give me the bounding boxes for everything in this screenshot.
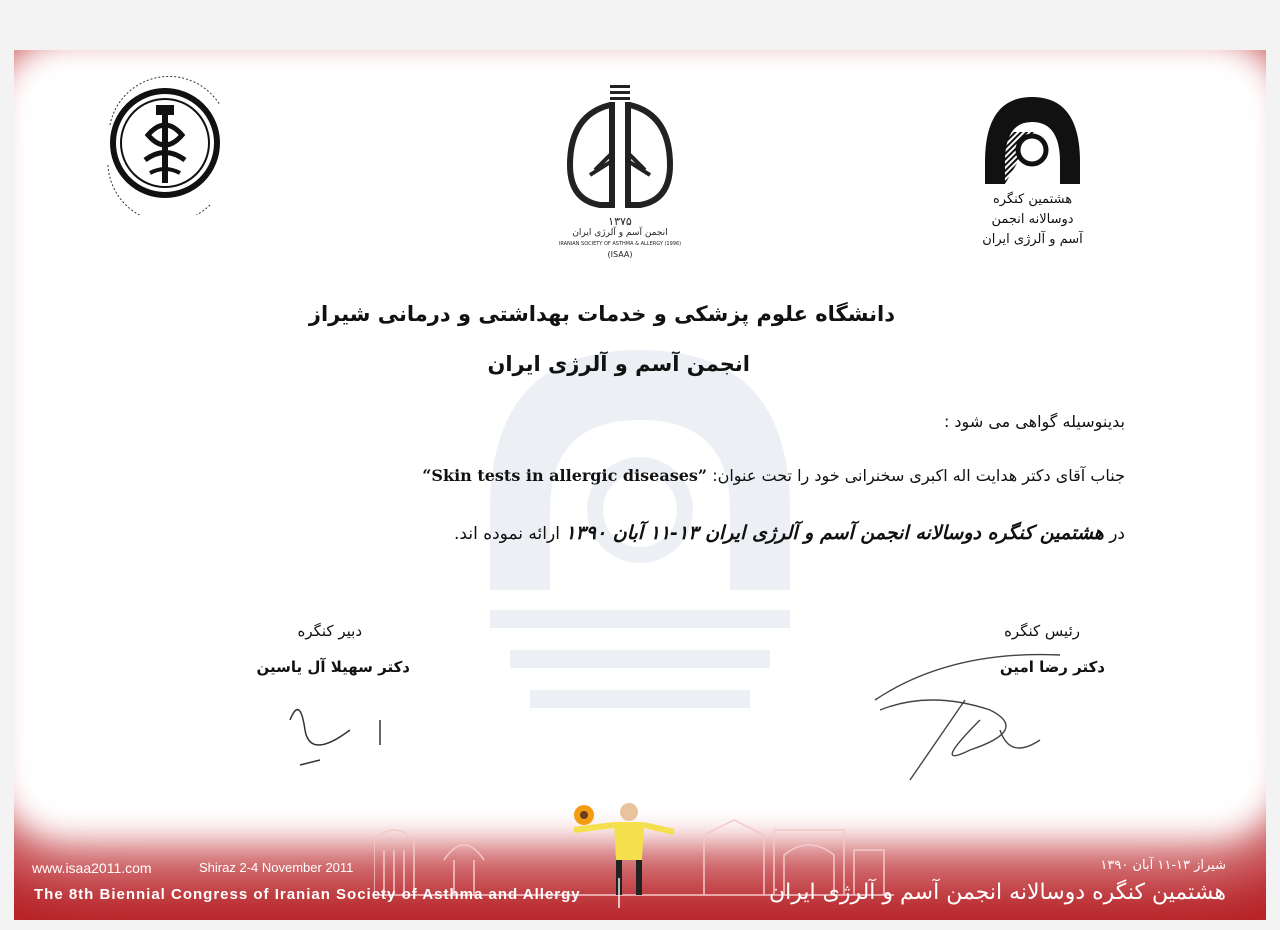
congress-8th-logo-icon xyxy=(975,92,1090,192)
flower-icon xyxy=(574,805,594,825)
congress-logo-line2: دوسالانه انجمن xyxy=(991,212,1074,227)
congress-suffix: ارائه نموده اند. xyxy=(454,524,560,544)
congress-name: هشتمین کنگره دوسالانه انجمن آسم و آلرژی ایران ۱۳-۱۱ آبان ۱۳۹۰ xyxy=(565,522,1104,544)
footer-banner xyxy=(14,780,1266,920)
footer-place-date: Shiraz 2-4 November 2011 xyxy=(199,860,354,875)
president-name: دکتر رضا امین xyxy=(999,658,1105,676)
secretary-title: دبیر کنگره xyxy=(297,622,362,640)
isaa-lungs-logo-icon xyxy=(550,75,690,215)
shiraz-university-seal-icon xyxy=(90,65,240,215)
footer-title-fa: هشتمین کنگره دوسالانه انجمن آسم و آلرژی ایران xyxy=(768,880,1226,905)
isaa-logo xyxy=(550,75,690,259)
isaa-year: ۱۳۷۵ xyxy=(608,215,632,228)
footer-congress-en: The 8th Biennial Congress of Iranian Society of Asthma and Allergy xyxy=(34,886,581,903)
speaker-prefix: جناب آقای دکتر هدایت اله اکبری سخنرانی خود را تحت عنوان: xyxy=(712,466,1125,485)
congress-prefix: در xyxy=(1109,524,1125,544)
isaa-abbr: (ISAA) xyxy=(607,250,633,259)
secretary-name: دکتر سهیلا آل یاسین xyxy=(256,658,410,676)
certify-line: بدینوسیله گواهی می شود : xyxy=(943,412,1125,431)
footer-website: www.isaa2011.com xyxy=(32,860,152,876)
congress-logo-line1: هشتمین کنگره xyxy=(992,192,1073,207)
isaa-name-fa: انجمن آسم و آلرژی ایران xyxy=(572,228,668,238)
secretary-signature-icon xyxy=(280,690,440,770)
footer-date-fa: شیراز ۱۳-۱۱ آبان ۱۳۹۰ xyxy=(1100,858,1226,873)
congress-line xyxy=(454,522,1125,544)
header-university: دانشگاه علوم پزشکی و خدمات بهداشتی و درمانی شیراز xyxy=(308,302,895,326)
header-society: انجمن آسم و آلرژی ایران xyxy=(487,352,750,376)
president-title: رئیس کنگره xyxy=(1004,622,1080,640)
isaa-name-en: IRANIAN SOCIETY OF ASTHMA & ALLERGY (1996) xyxy=(558,241,682,247)
footer-divider xyxy=(618,878,620,908)
speaker-line xyxy=(422,466,1125,485)
president-signature-icon xyxy=(870,640,1070,790)
talk-title: “Skin tests in allergic diseases” xyxy=(422,466,708,485)
congress-logo xyxy=(975,92,1090,262)
congress-logo-line3: آسم و آلرژی ایران xyxy=(982,232,1083,247)
